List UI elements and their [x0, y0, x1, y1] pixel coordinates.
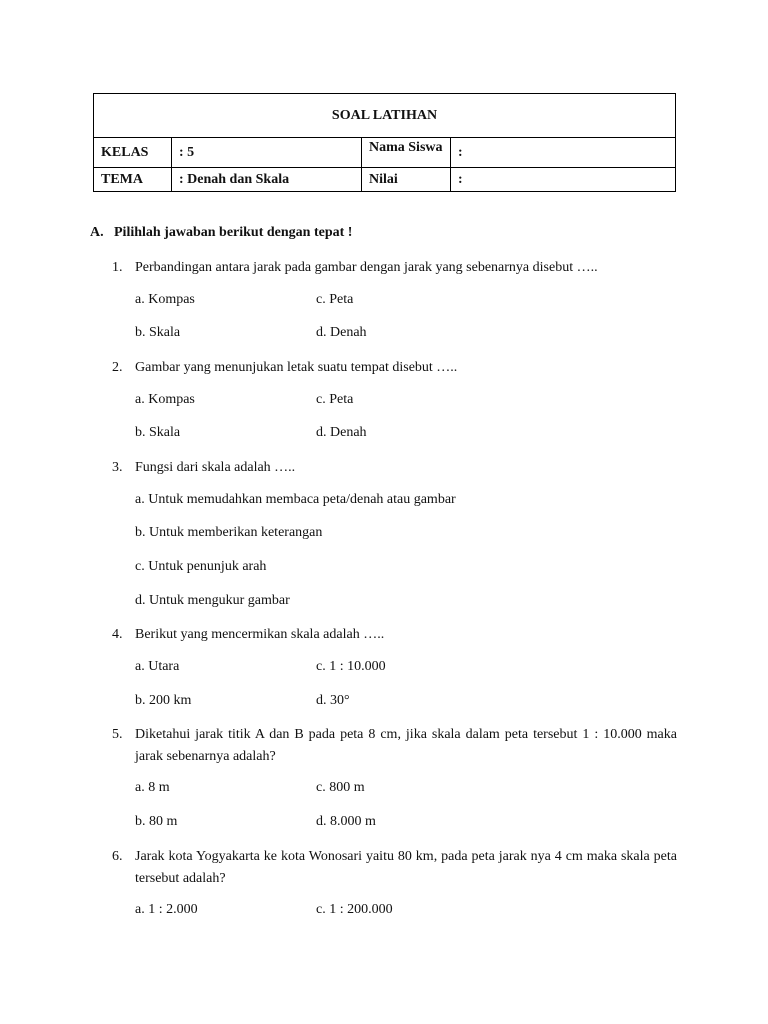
kelas-label: KELAS [94, 138, 172, 168]
question-text: Perbandingan antara jarak pada gambar dengan jarak yang sebenarnya disebut ….. [135, 260, 598, 275]
option-2b: b. Skala [135, 425, 181, 440]
question-text: Berikut yang mencermikan skala adalah ….. [135, 627, 385, 642]
kelas-value: : 5 [172, 138, 362, 168]
question-number: 2. [112, 360, 123, 375]
section-instruction: Pilihlah jawaban berikut dengan tepat ! [114, 225, 353, 240]
option-5a: a. 8 m [135, 780, 170, 795]
question-number: 4. [112, 627, 123, 642]
option-3b: b. Untuk memberikan keterangan [135, 525, 323, 540]
option-3a: a. Untuk memudahkan membaca peta/denah atau gambar [135, 492, 456, 507]
option-2d: d. Denah [316, 425, 367, 440]
option-1a: a. Kompas [135, 292, 195, 307]
question-text: Jarak kota Yogyakarta ke kota Wonosari yaitu 80 km, pada peta jarak nya 4 cm maka skala peta tersebut adalah? [135, 849, 677, 886]
option-1b: b. Skala [135, 325, 181, 340]
option-6c: c. 1 : 200.000 [316, 902, 393, 917]
question-6 [112, 846, 677, 890]
option-4b: b. 200 km [135, 693, 192, 708]
option-5c: c. 800 m [316, 780, 365, 795]
question-text: Gambar yang menunjukan letak suatu tempat disebut ….. [135, 360, 458, 375]
tema-label: TEMA [94, 168, 172, 192]
nama-siswa-label: Nama Siswa [362, 138, 451, 168]
option-5b: b. 80 m [135, 814, 178, 829]
question-number: 1. [112, 260, 123, 275]
question-3 [112, 457, 677, 479]
question-text: Fungsi dari skala adalah ….. [135, 460, 296, 475]
option-2a: a. Kompas [135, 392, 195, 407]
header-table [93, 93, 676, 192]
option-1d: d. Denah [316, 325, 367, 340]
option-3d: d. Untuk mengukur gambar [135, 593, 290, 608]
question-number: 5. [112, 727, 123, 742]
section-heading [90, 225, 352, 241]
option-3c: c. Untuk penunjuk arah [135, 559, 267, 574]
question-2 [112, 357, 677, 379]
worksheet-title: SOAL LATIHAN [94, 94, 676, 138]
option-4d: d. 30° [316, 693, 350, 708]
question-5 [112, 724, 677, 768]
question-number: 6. [112, 849, 123, 864]
question-text: Diketahui jarak titik A dan B pada peta 8 cm, jika skala dalam peta tersebut 1 : 10.000 maka jarak sebenarnya adalah? [135, 727, 677, 764]
option-5d: d. 8.000 m [316, 814, 376, 829]
section-letter: A. [90, 225, 104, 240]
nilai-field: : [451, 168, 676, 192]
option-1c: c. Peta [316, 292, 354, 307]
question-4 [112, 624, 677, 646]
option-4c: c. 1 : 10.000 [316, 659, 386, 674]
question-1 [112, 257, 677, 279]
tema-value: : Denah dan Skala [172, 168, 362, 192]
option-6a: a. 1 : 2.000 [135, 902, 198, 917]
nama-siswa-field: : [451, 138, 676, 168]
option-2c: c. Peta [316, 392, 354, 407]
option-4a: a. Utara [135, 659, 180, 674]
question-number: 3. [112, 460, 123, 475]
nilai-label: Nilai [362, 168, 451, 192]
